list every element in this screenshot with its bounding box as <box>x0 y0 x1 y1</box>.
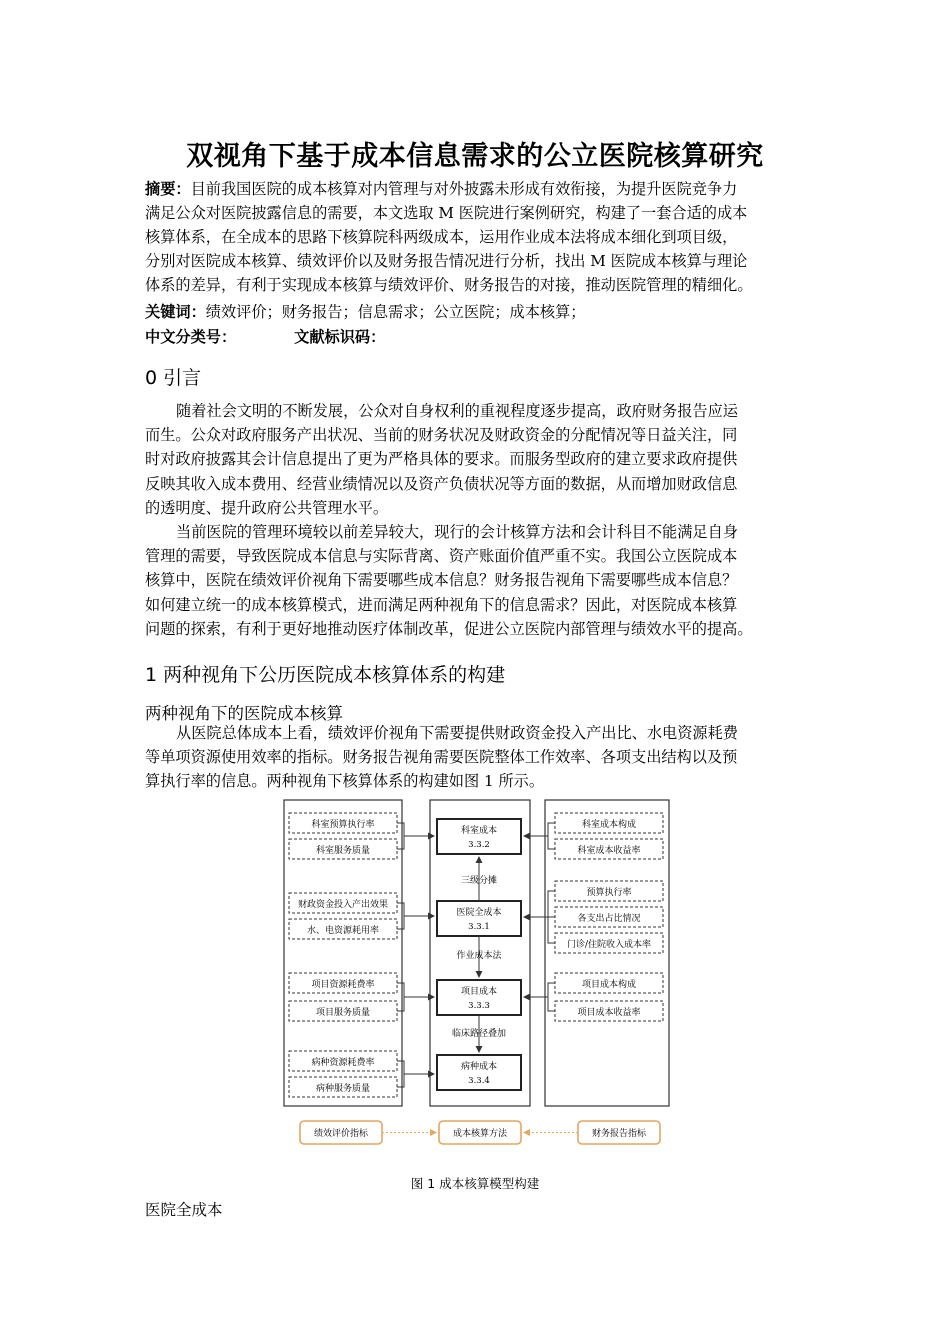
left-indicator-group <box>289 813 397 1097</box>
left-item: 水、电资源耗用率 <box>306 926 380 936</box>
abstract-line-5: 体系的差异，有利于实现成本核算与绩效评价、财务报告的对接，推动医院管理的精细化。 <box>145 276 753 294</box>
center-box-name: 项目成本 <box>460 987 498 997</box>
left-item: 病种资源耗费率 <box>311 1058 375 1068</box>
abstract-line-1: 摘要：目前我国医院的成本核算对内管理与对外披露未形成有效衔接，为提升医院竞争力 <box>145 180 738 198</box>
intro-paragraph-1: 随着社会文明的不断发展，公众对自身权利的重视程度逐步提高，政府财务报告应运 而生。公众对政府服务产出状况、当前的财务状况及财政资金的分配情况等日益关注，同 时对政府披露其会计信息提出了更为严格具体的要求。而服务型政府的建立要求政府提供 反映其收入成本费用、经营业绩情况以及资产负债状况等方面的数据，从而增加财政信息 的透明度、提升政府公共管理水平。 <box>145 402 738 517</box>
abstract-line-3: 核算体系，在全成本的思路下核算院科两级成本，运用作业成本法将成本细化到项目级， <box>145 228 738 246</box>
subsection-heading: 两种视角下的医院成本核算 <box>145 704 343 723</box>
bottom-label: 成本核算方法 <box>452 1129 508 1139</box>
left-item: 项目资源耗费率 <box>311 980 375 990</box>
bottom-label: 绩效评价指标 <box>313 1129 369 1139</box>
center-label: 三级分摊 <box>460 876 498 886</box>
center-label: 临床路径叠加 <box>451 1029 507 1039</box>
intro-paragraph-2: 当前医院的管理环境较以前差异较大，现行的会计核算方法和会计科目不能满足自身 管理的需要，导致医院成本信息与实际背离、资产账面价值严重不实。我国公立医院成本 核算中，医院在绩效评价视角下需要哪些成本信息？财务报告视角下需要哪些成本信息？ 如何建立统一的成本核算模式，进而满足两种视角下的信息需求？因此，对医院成本核算 问题的探索，有利于更好地推动医疗体制改革，促进公立医院内部管理与绩效水平的提高。 <box>145 523 753 638</box>
left-item: 科室服务质量 <box>315 846 371 856</box>
paper-title: 双视角下基于成本信息需求的公立医院核算研究 <box>186 141 764 172</box>
figure-caption: 图 1 成本核算模型构建 <box>410 1176 540 1191</box>
left-item: 项目服务质量 <box>315 1008 371 1018</box>
section-heading-intro: 0 引言 <box>145 367 202 389</box>
keywords-line <box>145 302 807 322</box>
bottom-legend <box>300 1121 660 1144</box>
keywords-label: 关键词： <box>145 303 206 321</box>
section-heading-1: 1 两种视角下公历医院成本核算体系的构建 <box>145 664 506 686</box>
right-item: 门诊/住院收入成本率 <box>566 940 652 950</box>
center-box-code: 3.3.1 <box>468 922 490 932</box>
left-item: 科室预算执行率 <box>311 820 375 830</box>
right-item: 预算执行率 <box>586 888 632 898</box>
center-box-name: 医院全成本 <box>456 908 502 918</box>
right-item: 各支出占比情况 <box>577 914 641 924</box>
center-box-name: 科室成本 <box>460 826 498 836</box>
right-item: 科室成本构成 <box>581 820 637 830</box>
center-box-code: 3.3.4 <box>468 1076 490 1086</box>
document-code-label: 文献标识码： <box>294 328 386 346</box>
right-item: 科室成本收益率 <box>577 846 641 856</box>
center-box-code: 3.3.2 <box>468 840 490 850</box>
right-item: 项目成本构成 <box>581 980 637 990</box>
center-label: 作业成本法 <box>456 951 502 961</box>
classification-label: 中文分类号： <box>145 328 237 346</box>
section1-paragraph: 从医院总体成本上看，绩效评价视角下需要提供财政资金投入产出比、水电资源耗费 等单项资源使用效率的指标。财务报告视角需要医院整体工作效率、各项支出结构以及预 算执行率的信息。两种视角下核算体系的构建如图 1 所示。 <box>145 724 738 791</box>
abstract-line-4: 分别对医院成本核算、绩效评价以及财务报告情况进行分析，找出 M 医院成本核算与理论 <box>145 252 748 270</box>
bottom-label: 财务报告指标 <box>591 1129 647 1139</box>
right-indicator-group <box>555 813 663 1021</box>
abstract-label: 摘要： <box>145 180 191 198</box>
left-item: 病种服务质量 <box>315 1084 371 1094</box>
right-item: 项目成本收益率 <box>577 1008 641 1018</box>
center-box-name: 病种成本 <box>460 1062 498 1072</box>
classification-line <box>145 327 807 347</box>
center-box-code: 3.3.3 <box>468 1001 490 1011</box>
abstract-line-2: 满足公众对医院披露信息的需要，本文选取 M 医院进行案例研究，构建了一套合适的成本 <box>145 204 748 222</box>
left-item: 财政资金投入产出效果 <box>297 900 389 910</box>
subsection-heading-full-cost: 医院全成本 <box>145 1201 223 1219</box>
cost-model-figure <box>282 797 674 1152</box>
keywords-text: 绩效评价；财务报告；信息需求；公立医院；成本核算； <box>205 303 586 321</box>
